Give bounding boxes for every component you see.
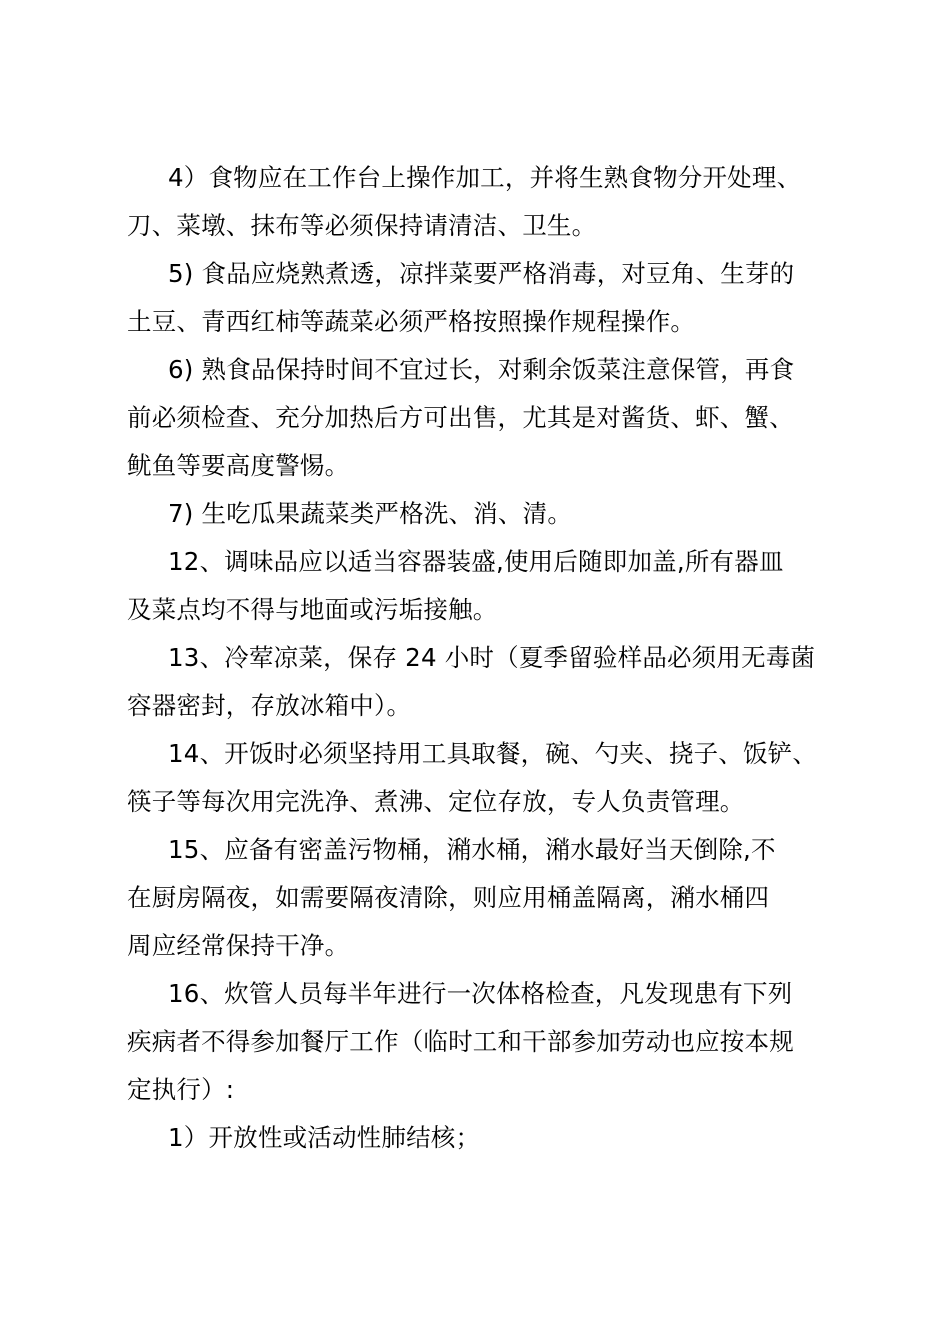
text-line: 12、调味品应以适当容器装盛,使用后随即加盖,所有器皿 [168, 547, 784, 576]
text-line: 6) 熟食品保持时间不宜过长，对剩余饭菜注意保管，再食 [168, 355, 795, 384]
text-line: 13、冷荤凉菜，保存 24 小时（夏季留验样品必须用无毒菌 [168, 643, 816, 672]
text-line: 土豆、青西红柿等蔬菜必须严格按照操作规程操作。 [127, 307, 696, 336]
text-line: 周应经常保持干净。 [127, 931, 350, 960]
text-line: 在厨房隔夜，如需要隔夜清除，则应用桶盖隔离，潲水桶四 [127, 883, 770, 912]
text-line: 14、开饭时必须坚持用工具取餐，碗、勺夹、挠子、饭铲、 [168, 739, 818, 768]
text-line: 16、炊管人员每半年进行一次体格检查，凡发现患有下列 [168, 979, 793, 1008]
text-line: 筷子等每次用完洗净、煮沸、定位存放，专人负责管理。 [127, 787, 745, 816]
text-line: 容器密封，存放冰箱中）。 [127, 691, 412, 720]
text-line: 15、应备有密盖污物桶，潲水桶，潲水最好当天倒除,不 [168, 835, 776, 864]
text-line: 疾病者不得参加餐厅工作（临时工和干部参加劳动也应按本规 [127, 1027, 794, 1056]
text-line: 5) 食品应烧熟煮透，凉拌菜要严格消毒，对豆角、生芽的 [168, 259, 795, 288]
text-line: 7) 生吃瓜果蔬菜类严格洗、消、清。 [168, 499, 573, 528]
text-line: 刀、菜墩、抹布等必须保持请清洁、卫生。 [127, 211, 597, 240]
text-line: 4）食物应在工作台上操作加工，并将生熟食物分开处理、 [168, 163, 802, 192]
text-line: 鱿鱼等要高度警惕。 [127, 451, 350, 480]
text-line: 1）开放性或活动性肺结核； [168, 1123, 481, 1152]
text-line: 定执行）: [127, 1075, 235, 1104]
text-line: 及菜点均不得与地面或污垢接触。 [127, 595, 498, 624]
text-line: 前必须检查、充分加热后方可出售，尤其是对酱货、虾、蟹、 [127, 403, 794, 432]
